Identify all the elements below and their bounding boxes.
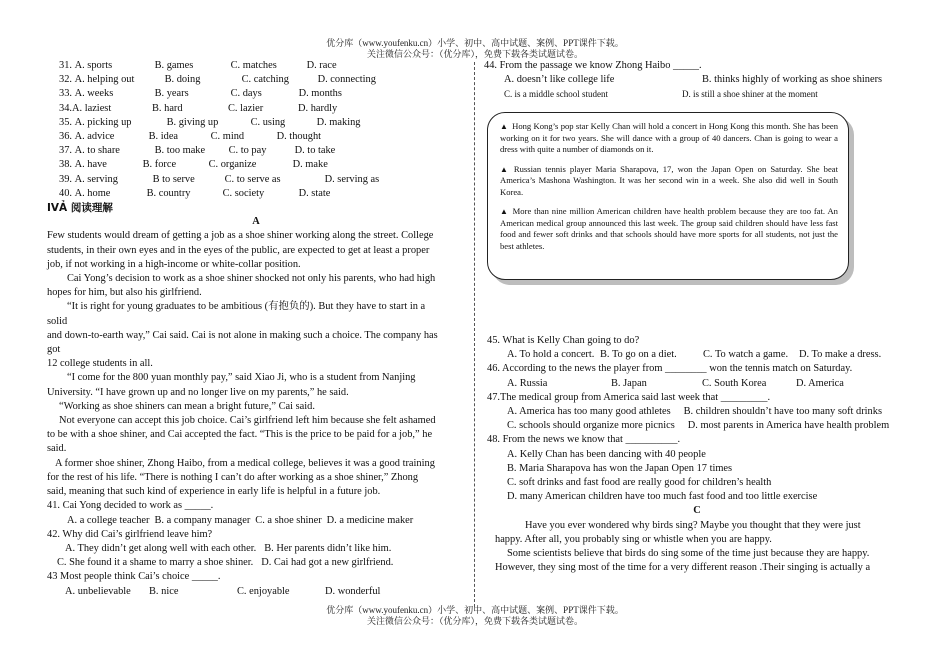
news-box (487, 112, 849, 280)
question-options: C. is a middle school student D. is still a shoe shiner at the moment (504, 89, 818, 100)
footer-line-2: 关注微信公众号：（优分库），免费下载各类试题试卷。 (366, 615, 583, 626)
text-line: to be with a shoe shiner, and Cai accepted the fact. “This is the price to be paid for a job,” he (47, 429, 433, 441)
triangle-bullet-icon: ▲ (500, 122, 509, 131)
text-line: hopes for him, but also his girlfriend. (47, 287, 202, 299)
question-stem: 41. Cai Yong decided to work as _____. (47, 500, 214, 512)
question-option: C. soft drinks and fast food are really good for children’s health (507, 477, 772, 489)
cloze-item: 37. A. to share B. too make C. to pay D. to take (59, 145, 336, 157)
text-line: “It is right for young graduates to be ambitious (有抱负的). But they have to start in a (67, 301, 426, 313)
question-47 (487, 391, 907, 434)
news-item: ▲ More than nine million American children have health problem because they are too fat. An American medical group announced this last week. The group said children should have less fast food and fewer soft drinks and that schools should have more sports for all students, not just the best athletes. (500, 206, 838, 251)
question-options: A. a college teacher B. a company manager C. a shoe shiner D. a medicine maker (67, 514, 414, 526)
left-column (47, 59, 465, 599)
question-options: C. She found it a shame to marry a shoe shiner. D. Cai had got a new girlfriend. (57, 557, 394, 569)
text-line: happy. After all, you probably sing or whistle when you are happy. (495, 533, 772, 545)
text-line: Some scientists believe that birds do sing some of the time just because they are happy. (507, 548, 870, 560)
question-stem: 45. What is Kelly Chan going to do? (487, 335, 640, 346)
question-48 (487, 433, 907, 504)
triangle-bullet-icon: ▲ (500, 207, 509, 216)
question-option: D. many American children have too much fast food and too little exercise (507, 491, 818, 503)
text-line: said, meaning that such kind of experience in early life is helpful in a future job. (47, 486, 381, 498)
cloze-item: 40. A. home B. country C. society D. state (59, 187, 331, 199)
cloze-item: 34.A. laziest B. hard C. lazier D. hardly (59, 102, 338, 114)
text-line: A former shoe shiner, Zhong Haibo, from a medical college, believes it was a good training (55, 457, 435, 469)
question-42 (47, 528, 465, 571)
text-line: “Working as shoe shiners can mean a bright future,” Cai said. (59, 400, 315, 412)
text-line: got (47, 344, 61, 356)
question-options: C. schools should organize more picnics D. most parents in America have health problem (507, 420, 890, 432)
question-stem: 48. From the news we know that __________. (487, 434, 681, 446)
question-option: B. Maria Sharapova has won the Japan Open 17 times (507, 462, 733, 474)
news-item: ▲ Hong Kong’s pop star Kelly Chan will hold a concert in Hong Kong this month. She has been working on it for two years. She will dance with a group of 40 dancers. Chan is going to wear a dress with quite a number of diamonds on it. (500, 121, 838, 154)
text-line: Cai Yong’s decision to work as a shoe shiner shocked not only his parents, who had high (67, 273, 436, 285)
section-title: IVẢ 阅读理解 (47, 202, 113, 215)
cloze-item: 39. A. serving B to serve C. to serve as D. serving as (59, 173, 380, 185)
text-line: students, in their own eyes and in the eyes of the public, are expected to get at least a proper (47, 244, 430, 256)
text-line: Not everyone can accept this job choice. Cai’s girlfriend left him because she felt ashamed (59, 415, 436, 427)
triangle-bullet-icon: ▲ (500, 164, 510, 174)
text-line: and down-to-earth way,” Cai said. Cai is not alone in making such a choice. The company has (47, 329, 438, 341)
question-options: A. To hold a concert. B. To go on a diet. C. To watch a game. D. To make a dress. (507, 349, 882, 361)
cloze-options (47, 59, 465, 201)
question-options: A. doesn’t like college life B. thinks highly of working as shoe shiners (504, 74, 883, 86)
passage-a-label: A (252, 216, 260, 228)
text-line: “I come for the 800 yuan monthly pay,” said Xiao Ji, who is a student from Nanjing (67, 372, 416, 384)
header-line-1: 优分库（www.youfenku.cn）小学、初中、高中试题、案例、PPT课件下载。 (326, 38, 624, 48)
cloze-item: 35. A. picking up B. giving up C. using D. making (59, 116, 361, 128)
page-header (0, 38, 950, 59)
passage-a (47, 229, 465, 499)
header-line-2: 关注微信公众号：（优分库），免费下载各类试题试卷。 (366, 48, 583, 59)
text-line: However, they sing most of the time for a very different reason .Their singing is actually a (495, 562, 871, 574)
cloze-item: 33. A. weeks B. years C. days D. months (59, 88, 342, 100)
question-options: A. unbelievable B. nice C. enjoyable D. wonderful (65, 585, 381, 597)
cloze-item: 36. A. advice B. idea C. mind D. thought (59, 131, 322, 143)
question-stem: 42. Why did Cai’s girlfriend leave him? (47, 528, 213, 540)
question-46 (487, 362, 907, 390)
question-44 (484, 59, 904, 102)
column-divider (474, 62, 475, 607)
page-footer (0, 605, 950, 626)
footer-line-1: 优分库（www.youfenku.cn）小学、初中、高中试题、案例、PPT课件下载。 (326, 605, 624, 615)
question-stem: 46. According to the news the player from ________ won the tennis match on Saturday. (487, 363, 853, 375)
news-item: ▲ Russian tennis player Maria Sharapova, 17, won the Japan Open on Saturday. She beat America’s Mashona Washington. It was her second win in a week. She also did well in South Korea. (500, 163, 838, 197)
text-line: solid (47, 315, 68, 327)
right-column (484, 59, 904, 102)
question-stem: 43 Most people think Cai’s choice _____. (47, 571, 221, 583)
cloze-item: 32. A. helping out B. doing C. catching D. connecting (59, 74, 376, 86)
text-line: job, if not working in a high-income or white-collar position. (47, 258, 301, 270)
question-options: A. America has too many good athletes B. children shouldn’t have too many soft drinks (507, 406, 882, 418)
text-line: Have you ever wondered why birds sing? Maybe you thought that they were just (525, 519, 861, 531)
question-options: A. They didn’t get along well with each other. B. Her parents didn’t like him. (65, 542, 392, 554)
right-questions (487, 334, 907, 575)
question-43 (47, 570, 465, 598)
question-stem: 47.The medical group from America said last week that _________. (487, 391, 771, 403)
question-option: A. Kelly Chan has been dancing with 40 people (507, 448, 706, 460)
passage-c-label: C (693, 505, 701, 517)
text-line: said. (47, 443, 67, 455)
text-line: for the rest of his life. “There is nothing I can’t do after working as a shoe shiner,” Zhong (47, 471, 419, 483)
text-line: University. “I have grown up and no longer live on my parents,” he said. (47, 386, 349, 398)
cloze-item: 38. A. have B. force C. organize D. make (59, 159, 328, 171)
cloze-item: 31. A. sports B. games C. matches D. race (59, 60, 337, 71)
question-41 (47, 499, 465, 527)
question-45 (487, 334, 907, 362)
text-line: 12 college students in all. (47, 358, 153, 370)
question-options: A. Russia B. Japan C. South Korea D. America (507, 377, 844, 389)
text-line: Few students would dream of getting a job as a shoe shiner working along the street. College (47, 230, 434, 242)
question-stem: 44. From the passage we know Zhong Haibo _____. (484, 60, 702, 71)
passage-c (487, 519, 907, 576)
